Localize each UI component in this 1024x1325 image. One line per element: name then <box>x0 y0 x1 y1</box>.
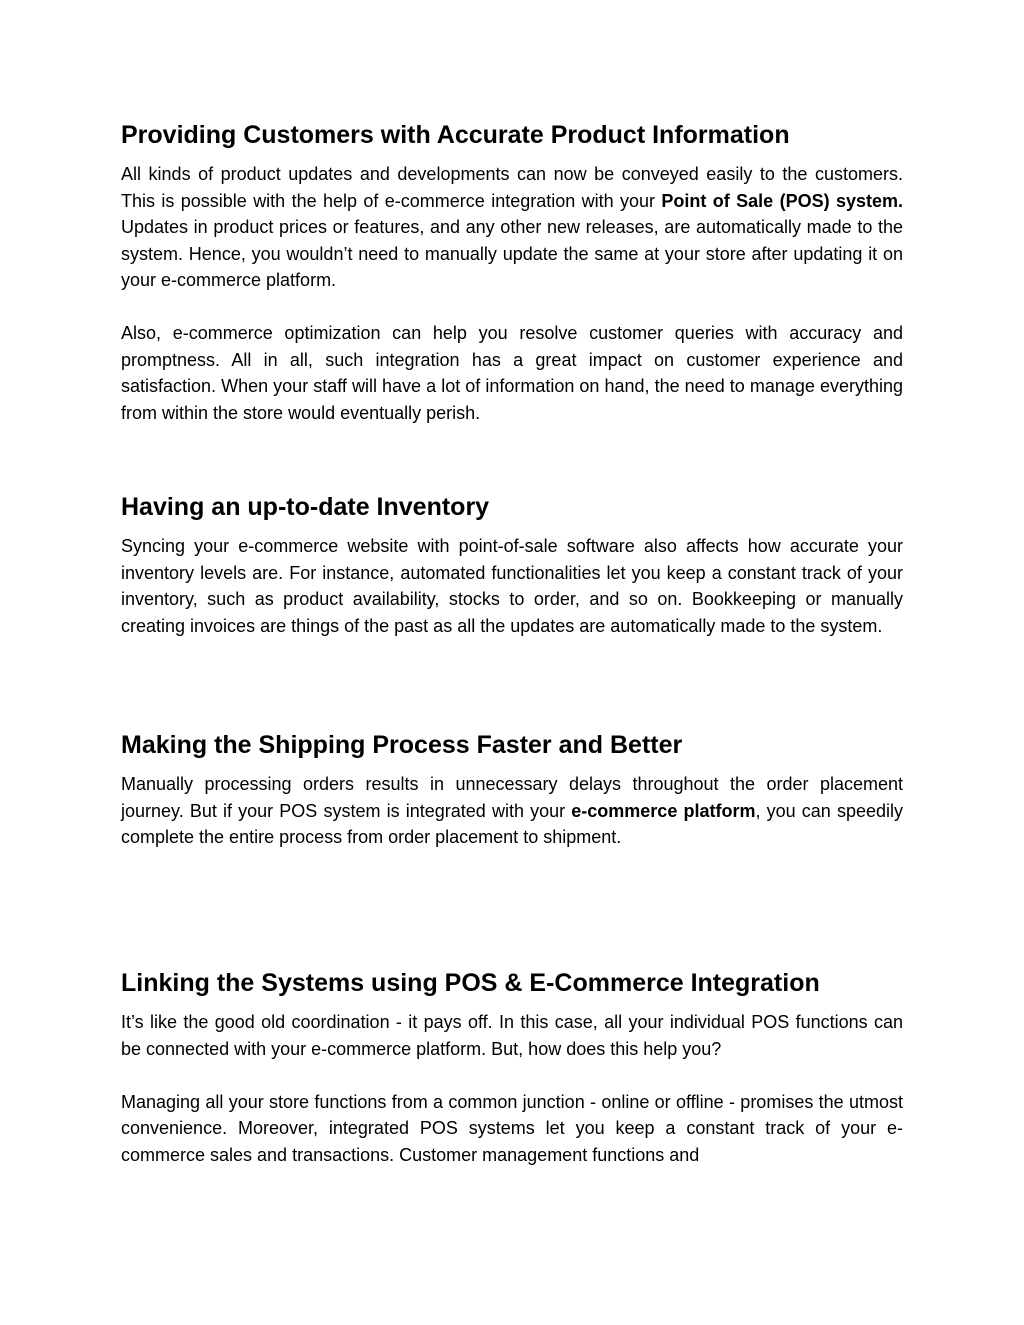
paragraph-text: , you can speedily complete the entire process from order placement to shipment. <box>121 800 903 847</box>
paragraph: Also, e-commerce optimization can help you resolve customer queries with accuracy and promptness. All in all, such integration has a great impact on customer experience and satisfaction. When your staff will have a lot of information on hand, the need to manage everything from within the store would eventually perish. <box>121 323 903 423</box>
section-heading: Providing Customers with Accurate Product Information <box>121 121 790 149</box>
bold-phrase: Point of Sale (POS) system. <box>661 190 903 211</box>
paragraph: It’s like the good old coordination - it pays off. In this case, all your individual POS functions can be connected with your e-commerce platform. But, how does this help you? <box>121 1012 903 1059</box>
section-shipping-process <box>121 730 903 851</box>
paragraph: Syncing your e-commerce website with point-of-sale software also affects how accurate your inventory levels are. For instance, automated functionalities let you keep a constant track of your inventory, such as product availability, stocks to order, and so on. Bookkeeping or manually creating invoices are things of the past as all the updates are automatically made to the system. <box>121 536 903 636</box>
paragraph: Managing all your store functions from a common junction - online or offline - promises the utmost convenience. Moreover, integrated POS systems let you keep a constant track of your e-commerce sales and transactions. Customer management functions and <box>121 1091 903 1165</box>
section-heading: Having an up-to-date Inventory <box>121 493 490 521</box>
section-heading: Linking the Systems using POS & E-Commerce Integration <box>121 969 820 997</box>
section-linking-systems <box>121 968 903 1168</box>
paragraph-text: Manually processing orders results in unnecessary delays throughout the order placement journey. But if your POS system is integrated with your <box>121 774 903 821</box>
paragraph-text: Updates in product prices or features, and any other new releases, are automatically made to the system. Hence, you wouldn’t need to manually update the same at your store after updating it on your e-commerce platform. <box>121 217 903 290</box>
paragraph <box>121 771 903 851</box>
section-up-to-date-inventory <box>121 492 903 639</box>
section-accurate-product-information <box>121 120 903 426</box>
section-heading: Making the Shipping Process Faster and Better <box>121 731 683 759</box>
bold-phrase: e-commerce platform <box>571 800 756 821</box>
paragraph <box>121 161 903 294</box>
paragraph-text: All kinds of product updates and developments can now be conveyed easily to the customers. This is possible with the help of e-commerce integration with your <box>121 164 903 211</box>
